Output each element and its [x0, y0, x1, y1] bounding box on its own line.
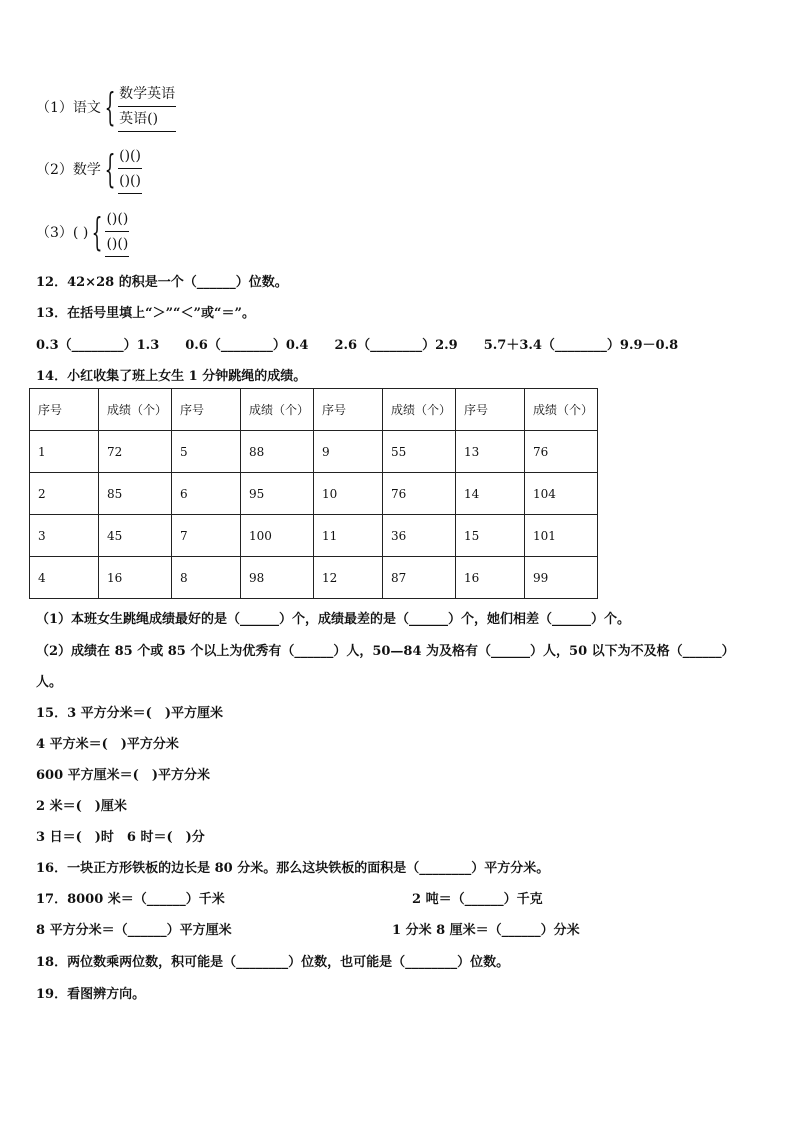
table-cell: 11: [314, 515, 383, 557]
q11-item-3-line-2: ()(): [105, 232, 129, 257]
table-cell: 72: [99, 431, 172, 473]
table-cell: 3: [30, 515, 99, 557]
table-cell: 45: [99, 515, 172, 557]
header-cell: 序号: [456, 389, 525, 431]
header-cell: 成绩（个）: [99, 389, 172, 431]
table-cell: 104: [525, 473, 598, 515]
header-cell: 成绩（个）: [241, 389, 314, 431]
q11-item-3-line-1: ()(): [105, 207, 129, 232]
table-cell: 99: [525, 557, 598, 599]
q11-item-2: [36, 144, 142, 194]
table-row: [30, 431, 598, 473]
table-cell: 9: [314, 431, 383, 473]
table-cell: 88: [241, 431, 314, 473]
brace-symbol: {: [104, 147, 116, 191]
table-cell: 8: [172, 557, 241, 599]
q11-item-2-label: （2）数学: [36, 162, 101, 178]
table-cell: 6: [172, 473, 241, 515]
table-cell: 101: [525, 515, 598, 557]
q16-text: 16．一块正方形铁板的边长是 80 分米。那么这块铁板的面积是（________）平方分米。: [36, 861, 550, 876]
table-header-row: [30, 389, 598, 431]
header-cell: 序号: [172, 389, 241, 431]
q13-prompt: 13．在括号里填上“＞”“＜”或“＝”。: [36, 306, 255, 321]
table-cell: 10: [314, 473, 383, 515]
score-table: [29, 388, 598, 599]
table-cell: 16: [456, 557, 525, 599]
table-cell: 4: [30, 557, 99, 599]
table-cell: 13: [456, 431, 525, 473]
q11-item-2-line-2: ()(): [118, 169, 142, 194]
q13-comparisons: 0.3（________）1.3 0.6（________）0.4 2.6（________）2.9 5.7＋3.4（________）9.9－0.8: [36, 338, 679, 353]
q11-item-3: [36, 207, 129, 257]
table-cell: 14: [456, 473, 525, 515]
table-cell: 15: [456, 515, 525, 557]
table-cell: 16: [99, 557, 172, 599]
q15-line-1: 15．3 平方分米＝( )平方厘米: [36, 706, 223, 721]
table-row: [30, 515, 598, 557]
table-cell: 5: [172, 431, 241, 473]
brace-symbol: {: [104, 85, 116, 129]
table-cell: 76: [383, 473, 456, 515]
table-cell: 7: [172, 515, 241, 557]
table-cell: 2: [30, 473, 99, 515]
q14-sub2-line1: （2）成绩在 85 个或 85 个以上为优秀有（______）人，50—84 为及格有（______）人，50 以下为不及格（______）: [36, 644, 735, 659]
q14-prompt: 14．小红收集了班上女生 1 分钟跳绳的成绩。: [36, 369, 307, 384]
header-cell: 成绩（个）: [383, 389, 456, 431]
table-cell: 55: [383, 431, 456, 473]
q17-d: 1 分米 8 厘米＝（______）分米: [392, 923, 580, 938]
q11-item-2-line-1: ()(): [118, 144, 142, 169]
table-cell: 1: [30, 431, 99, 473]
q11-item-3-label: （3）( ): [36, 225, 89, 241]
q11-item-1-line-1: 数学英语: [118, 82, 176, 107]
q17-c: 8 平方分米＝（______）平方厘米: [36, 923, 232, 938]
q17-b: 2 吨＝（______）千克: [412, 892, 543, 907]
header-cell: 序号: [314, 389, 383, 431]
q18-text: 18．两位数乘两位数，积可能是（________）位数，也可能是（________）位数。: [36, 955, 510, 970]
table-cell: 12: [314, 557, 383, 599]
q15-line-5: 3 日＝( )时 6 时＝( )分: [36, 830, 205, 845]
q15-line-4: 2 米＝( )厘米: [36, 799, 127, 814]
q17-a: 17．8000 米＝（______）千米: [36, 892, 225, 907]
header-cell: 序号: [30, 389, 99, 431]
q15-line-2: 4 平方米＝( )平方分米: [36, 737, 179, 752]
brace-symbol: {: [91, 210, 103, 254]
table-row: [30, 557, 598, 599]
q11-item-1-label: （1）语文: [36, 100, 101, 116]
table-cell: 76: [525, 431, 598, 473]
q19-text: 19．看图辨方向。: [36, 987, 146, 1002]
q12-text: 12．42×28 的积是一个（______）位数。: [36, 275, 288, 290]
table-cell: 98: [241, 557, 314, 599]
q11-item-1-line-2: 英语(): [118, 107, 176, 132]
q14-sub2-line2: 人。: [36, 675, 63, 690]
table-cell: 87: [383, 557, 456, 599]
q11-item-1: [36, 82, 176, 132]
table-cell: 100: [241, 515, 314, 557]
header-cell: 成绩（个）: [525, 389, 598, 431]
q14-sub1: （1）本班女生跳绳成绩最好的是（______）个，成绩最差的是（______）个，她们相差（______）个。: [36, 612, 631, 627]
table-row: [30, 473, 598, 515]
q15-line-3: 600 平方厘米＝( )平方分米: [36, 768, 210, 783]
table-cell: 85: [99, 473, 172, 515]
table-cell: 36: [383, 515, 456, 557]
table-cell: 95: [241, 473, 314, 515]
